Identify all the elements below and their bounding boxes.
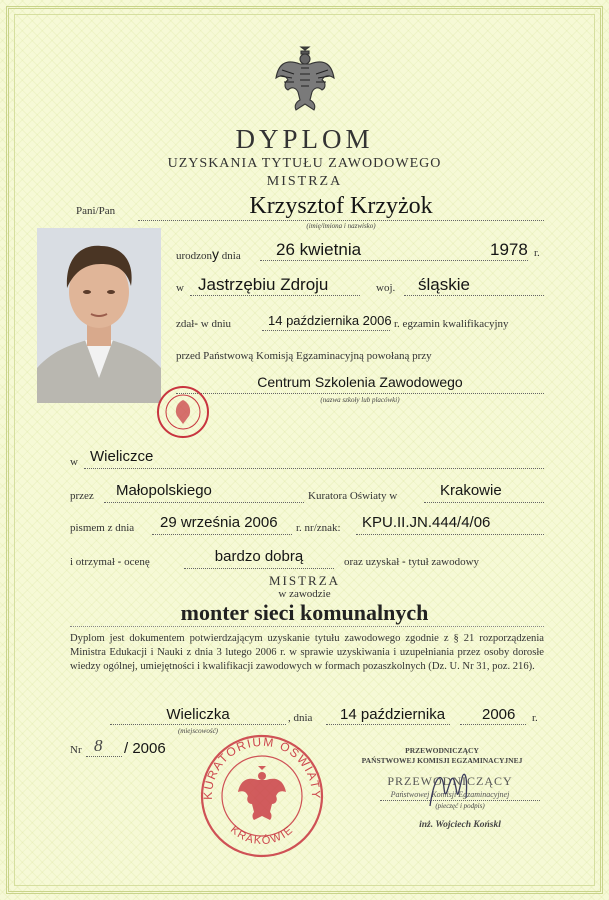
issue-year: 2006: [482, 706, 516, 723]
signature-stamp-1: PRZEWODNICZĄCY: [387, 774, 513, 788]
exam-date-line: [262, 330, 390, 331]
birth-day-label: dnia: [221, 250, 241, 262]
official-seal-icon: [196, 730, 328, 860]
institution-hint: (nazwa szkoły lub placówki): [320, 396, 400, 404]
curator-region-line: [104, 502, 304, 503]
issue-year-suffix: r.: [532, 712, 538, 724]
issue-place-hint: (miejscowość): [177, 727, 219, 735]
exam-text-after: r. egzamin kwalifikacyjny: [394, 318, 509, 330]
eagle-emblem-icon: [274, 44, 336, 114]
birth-label-prefix: urodzon: [176, 250, 213, 262]
birth-place-prefix: w: [176, 282, 184, 294]
title-obtained-suffix: -: [402, 556, 406, 568]
issue-place: Wieliczka: [166, 706, 230, 723]
profession-degree: MISTRZA: [268, 573, 341, 588]
exam-passed-label: zdał: [176, 318, 195, 330]
profession-in-trade: w zawodzie: [278, 588, 331, 600]
letter-nr-label: r. nr/znak:: [296, 522, 341, 534]
curator-by-label: przez: [70, 490, 94, 502]
exam-commission: przed Państwową Komisją Egzaminacyjną powołaną przy: [176, 350, 432, 362]
grade-value: bardzo dobrą: [214, 548, 304, 565]
letter-number: KPU.II.JN.444/4/06: [362, 514, 491, 531]
diploma-degree: MISTRZA: [266, 174, 343, 189]
title-obtained-after: tytuł zawodowy: [408, 556, 480, 568]
diploma-title: DYPLOM: [235, 124, 374, 154]
birth-date-line: [260, 260, 528, 261]
legal-text: Dyplom jest dokumentem potwierdzającym uzyskanie tytułu zawodowego zgodnie z § 21 rozporządzenia Ministra Edukacji i Nauki z dnia 3 lutego 2006 r. w sprawie uzyskiwania i uzupełniania przez osoby dorosłe wiedzy ogólnej, umiejętności i kwalifikacji zawodowych w formach pozaszkolnych (Dz. U. Nr 31, poz. 216).: [70, 633, 544, 672]
grade-label: ocenę: [124, 556, 150, 568]
recipient-photo: [37, 228, 161, 403]
diploma-subtitle: UZYSKANIA TYTUŁU ZAWODOWEGO: [167, 156, 442, 171]
svg-text:KRAKÓWIE: [228, 824, 296, 848]
curator-city: Krakowie: [440, 482, 502, 499]
exam-passed-suffix: -: [194, 318, 198, 330]
curator-label: Kuratora Oświaty w: [308, 490, 398, 502]
grade-prefix-label: i otrzymał: [70, 556, 115, 568]
exam-date: 14 października 2006: [268, 313, 392, 328]
recipient-name: Krzysztof Krzyżok: [249, 193, 433, 219]
signature-hint: (pieczęć i podpis): [435, 802, 485, 810]
curator-city-line: [424, 502, 544, 503]
portrait-icon: [37, 228, 161, 403]
birth-place-line: [190, 295, 360, 296]
birth-label: [176, 246, 241, 262]
document-nr: 8: [94, 736, 103, 755]
exam-city: Wieliczce: [90, 448, 154, 465]
profession-line: [70, 626, 544, 627]
title-obtained: [344, 556, 479, 568]
name-line: [138, 220, 544, 221]
signature-heading-2: PAŃSTWOWEJ KOMISJI EGZAMINACYJNEJ: [361, 756, 523, 765]
handwritten-signature-icon: [420, 758, 480, 818]
document-nr-year: / 2006: [124, 740, 166, 757]
city-prefix: w: [70, 456, 78, 468]
voivodeship-label: woj.: [376, 282, 396, 294]
grade-prefix-suffix: -: [117, 556, 122, 568]
letter-nr-line: [356, 534, 544, 535]
small-seal-icon: [155, 380, 210, 445]
seal-ring-text: KURATORIUM OŚWIATY: [200, 734, 324, 800]
letter-label: pismem z dnia: [70, 522, 135, 534]
grade-prefix: [70, 556, 150, 568]
birth-date: 26 kwietnia: [276, 240, 362, 259]
city-line: [84, 468, 544, 469]
seal-bottom-text: KRAKÓWIE: [227, 823, 297, 848]
grade-line: [184, 568, 334, 569]
birth-gender-suffix: y: [212, 246, 220, 262]
title-obtained-label: oraz uzyskał: [344, 556, 400, 568]
institution-line: [176, 393, 544, 394]
document-nr-label: Nr: [70, 744, 82, 756]
recipient-label: Pani/Pan: [76, 205, 116, 217]
exam-passed: [176, 318, 231, 330]
letter-date: 29 września 2006: [160, 514, 278, 531]
birth-place: Jastrzębiu Zdroju: [198, 275, 329, 294]
curator-region: Małopolskiego: [116, 482, 212, 499]
profession-name: monter sieci komunalnych: [180, 600, 429, 625]
issue-place-line: [110, 724, 286, 725]
birth-year-suffix: r.: [534, 247, 540, 259]
institution-name: Centrum Szkolenia Zawodowego: [257, 374, 463, 390]
issue-year-line: [460, 724, 526, 725]
issue-date-line: [326, 724, 450, 725]
issue-day-label: , dnia: [288, 712, 313, 724]
signatory-name: inż. Wojciech Końskl: [419, 820, 501, 830]
signature-stamp-2: Państwowej Komisji Egzaminacyjnej: [390, 790, 510, 799]
document-nr-line: [86, 756, 122, 757]
signature-heading-1: PRZEWODNICZĄCY: [405, 746, 479, 755]
voivodeship: śląskie: [418, 275, 470, 294]
letter-date-line: [152, 534, 292, 535]
recipient-name-hint: (imię/imiona i nazwisko): [306, 222, 376, 230]
voivodeship-line: [404, 295, 544, 296]
birth-year: 1978: [490, 240, 528, 259]
exam-day-label: w dniu: [200, 318, 231, 330]
issue-date: 14 października: [340, 706, 446, 723]
